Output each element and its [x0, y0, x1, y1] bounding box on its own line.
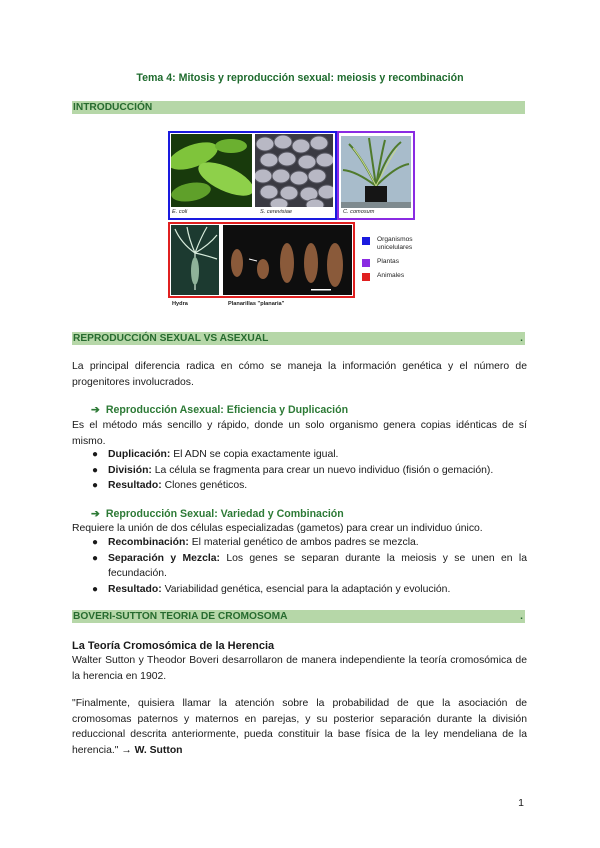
- legend-label-unicellular: Organismos unicelulares: [377, 236, 413, 251]
- yeast-caption: S. cerevisiae: [260, 209, 293, 215]
- bullet-text: Clones genéticos.: [161, 480, 248, 491]
- bullet-text: Variabilidad genética, esencial para la adaptación y evolución.: [161, 583, 451, 595]
- document-title: Tema 4: Mitosis y reproducción sexual: meiosis y recombinación: [136, 72, 464, 84]
- list-item: [72, 551, 527, 582]
- ecoli-image: [171, 134, 252, 207]
- asexual-heading: [91, 404, 348, 416]
- section-heading-boveri-label: BOVERI-SUTTON TEORIA DE CROMOSOMA: [73, 611, 288, 622]
- arrow-right-icon: ➔: [91, 508, 100, 520]
- bullet-term: Duplicación:: [108, 449, 171, 460]
- bullet-text: Los genes se separan durante la meiosis y se unen en la fecundación.: [108, 552, 527, 579]
- sexual-bullet-list: [72, 535, 527, 597]
- ecoli-caption: E. coli: [172, 209, 188, 215]
- legend-swatch-unicellular: [362, 237, 370, 245]
- list-item: [72, 478, 527, 494]
- bullet-icon: ●: [92, 537, 99, 548]
- bullet-text: La célula se fragmenta para crear un nuevo individuo (fisión o gemación).: [151, 464, 494, 476]
- section-heading-repro: [72, 332, 525, 345]
- section-heading-intro: [72, 101, 525, 114]
- hydra-caption: Hydra: [172, 301, 188, 307]
- list-item: [72, 463, 527, 479]
- intro-paragraph: La principal diferencia radica en cómo se maneja la información genética y el número de progenitores involucrados.: [72, 361, 527, 388]
- bullet-icon: ●: [92, 449, 99, 460]
- section-heading-boveri: [72, 610, 525, 623]
- sexual-heading-text: Reproducción Sexual: Variedad y Combinación: [105, 508, 344, 520]
- legend-swatch-animals: [362, 273, 370, 281]
- sutton-quote-text: "Finalmente, quisiera llamar la atención sobre la probabilidad de que la asociación de cromosomas paternos y maternos en parejas, y su posterior separación durante la división reduccional descrita anteriormente, pueda constituir la base física de la ley mendeliana de la herencia." →: [72, 698, 527, 756]
- list-item: [72, 582, 527, 598]
- legend-label-animals: Animales: [377, 272, 405, 279]
- sutton-quote-author: W. Sutton: [134, 744, 183, 756]
- bullet-icon: ●: [92, 480, 99, 491]
- bullet-icon: ●: [92, 552, 99, 564]
- section-heading-repro-label: REPRODUCCIÓN SEXUAL VS ASEXUAL: [73, 333, 269, 344]
- asexual-paragraph: Es el método más sencillo y rápido, donde un solo organismo genera copias idénticas de sí mismo.: [72, 420, 527, 447]
- sutton-quote: [72, 696, 527, 758]
- bullet-term: Resultado:: [108, 583, 162, 595]
- sexual-paragraph: Requiere la unión de dos células especializadas (gametos) para crear un individuo único.: [72, 523, 483, 534]
- arrow-right-icon: ➔: [91, 404, 100, 416]
- hydra-image: [171, 225, 219, 295]
- bullet-text: El material genético de ambos padres se mezcla.: [188, 537, 419, 548]
- planaria-image: [223, 225, 352, 295]
- section-heading-repro-trail: .: [520, 333, 523, 344]
- ccomosum-caption: C. comosum: [343, 209, 375, 215]
- bullet-term: Resultado:: [108, 480, 162, 491]
- bullet-term: División:: [108, 464, 152, 476]
- yeast-image: [255, 134, 333, 207]
- sexual-heading: [91, 508, 344, 520]
- bullet-text: El ADN se copia exactamente igual.: [170, 449, 339, 460]
- asexual-bullet-list: [72, 447, 527, 494]
- bullet-term: Separación y Mezcla:: [108, 552, 220, 564]
- section-heading-intro-label: INTRODUCCIÓN: [73, 102, 153, 113]
- theory-heading: La Teoría Cromosómica de la Herencia: [72, 640, 275, 652]
- list-item: [72, 447, 527, 463]
- legend-label-plants: Plantas: [377, 258, 399, 265]
- list-item: [72, 535, 527, 551]
- section-heading-boveri-trail: .: [520, 611, 523, 622]
- theory-paragraph: Walter Sutton y Theodor Boveri desarrollaron de manera independiente la teoría cromosómica de la herencia en 1902.: [72, 655, 527, 682]
- bullet-icon: ●: [92, 583, 99, 595]
- legend-swatch-plants: [362, 259, 370, 267]
- bullet-icon: ●: [92, 464, 99, 476]
- page-number: 1: [518, 797, 524, 809]
- asexual-heading-text: Reproducción Asexual: Eficiencia y Duplicación: [105, 404, 349, 416]
- bullet-term: Recombinación:: [108, 537, 189, 548]
- planaria-caption: Planarillas "planaria": [228, 301, 285, 307]
- ccomosum-image: [341, 136, 411, 208]
